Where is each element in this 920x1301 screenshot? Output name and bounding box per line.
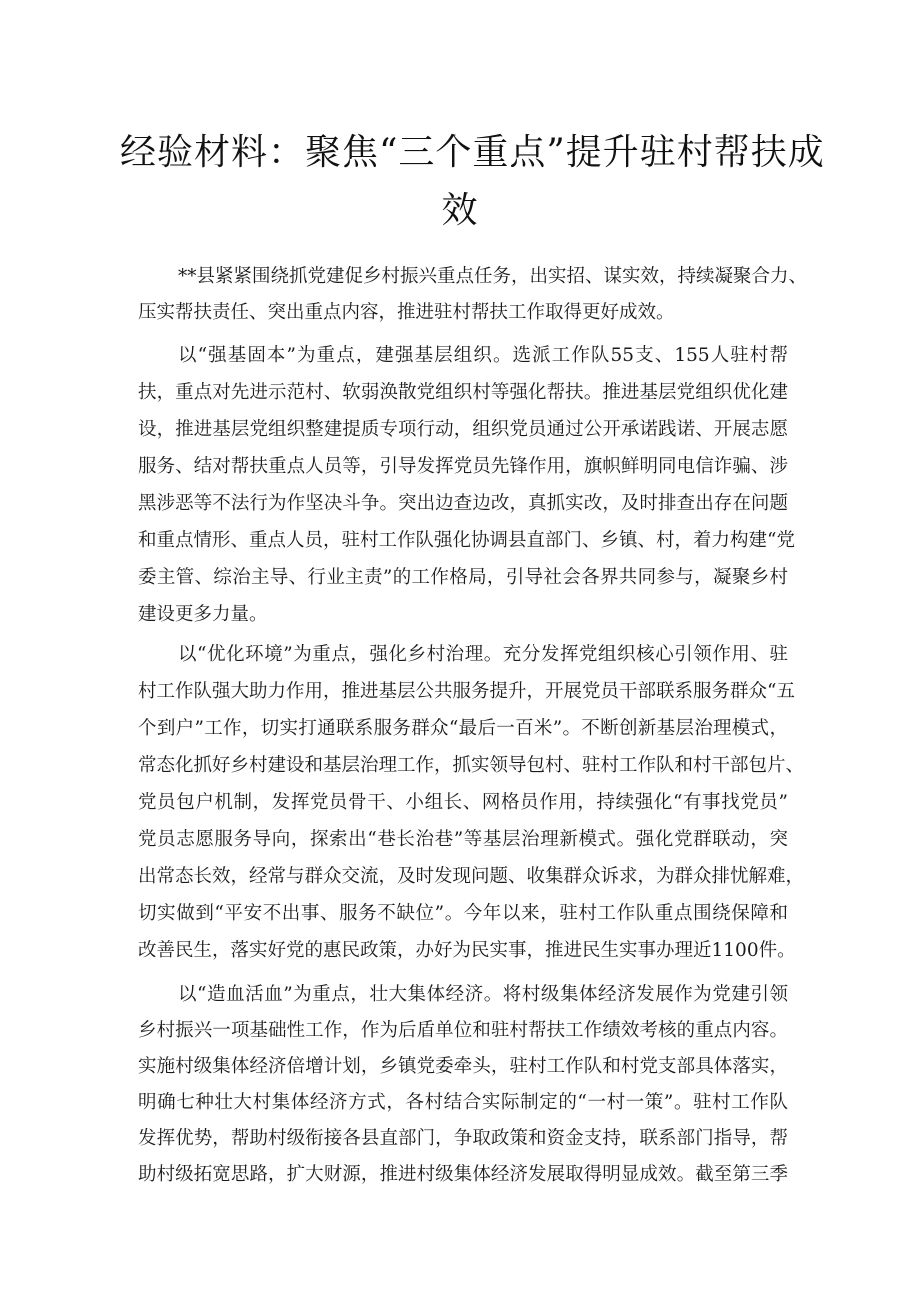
paragraph-3-line-6: 党员志愿服务导向，探索出“巷长治巷”等基层治理新模式。强化党群联动，突 [138, 829, 788, 850]
paragraph-1-line-1: **县紧紧围绕抓党建促乡村振兴重点任务，出实招、谋实效，持续凝聚合力、 [178, 266, 808, 287]
paragraph-2-line-5: 黑涉恶等不法行为作坚决斗争。突出边查边改，真抓实改，及时排查出存在问题 [138, 493, 788, 514]
paragraph-3-line-7: 出常态长效，经常与群众交流，及时发现问题、收集群众诉求，为群众排忧解难， [138, 866, 805, 887]
paragraph-3-line-9: 改善民生，落实好党的惠民政策，办好为民实事，推进民生实事办理近1100件。 [138, 940, 796, 961]
paragraph-4-line-2: 乡村振兴一项基础性工作，作为后盾单位和驻村帮扶工作绩效考核的重点内容。 [138, 1020, 788, 1041]
paragraph-4-line-4: 明确七种壮大村集体经济方式，各村结合实际制定的“一村一策”。驻村工作队 [138, 1092, 788, 1113]
paragraph-2-line-8: 建设更多力量。 [138, 604, 268, 625]
paragraph-3-line-4: 常态化抓好乡村建设和基层治理工作，抓实领导包村、驻村工作队和村干部包片、 [138, 755, 805, 776]
paragraph-4-line-1: 以“造血活血”为重点，壮大集体经济。将村级集体经济发展作为党建引领 [178, 984, 788, 1005]
paragraph-1-line-2: 压实帮扶责任、突出重点内容，推进驻村帮扶工作取得更好成效。 [138, 302, 675, 323]
paragraph-2-line-7: 委主管、综治主导、行业主责”的工作格局，引导社会各界共同参与，凝聚乡村 [138, 567, 788, 588]
paragraph-3-line-8: 切实做到“平安不出事、服务不缺位”。今年以来，驻村工作队重点围绕保障和 [138, 903, 788, 924]
paragraph-2-line-4: 服务、结对帮扶重点人员等，引导发挥党员先锋作用，旗帜鲜明同电信诈骗、涉 [138, 456, 788, 477]
paragraph-2-line-6: 和重点情形、重点人员，驻村工作队强化协调县直部门、乡镇、村，着力构建“党 [138, 530, 795, 551]
document-title-line-1: 经验材料：聚焦“三个重点”提升驻村帮扶成 [120, 132, 825, 173]
paragraph-3-line-3: 个到户”工作，切实打通联系服务群众“最后一百米”。不断创新基层治理模式， [138, 718, 788, 739]
paragraph-3-line-1: 以“优化环境”为重点，强化乡村治理。充分发挥党组织核心引领作用、驻 [178, 644, 788, 665]
paragraph-2-line-1: 以“强基固本”为重点，建强基层组织。选派工作队55支、155人驻村帮 [178, 345, 788, 366]
paragraph-4-line-5: 发挥优势，帮助村级衔接各县直部门，争取政策和资金支持，联系部门指导，帮 [138, 1128, 788, 1149]
paragraph-2-line-3: 设，推进基层党组织整建提质专项行动，组织党员通过公开承诺践诺、开展志愿 [138, 419, 788, 440]
paragraph-3-line-2: 村工作队强大助力作用，推进基层公共服务提升，开展党员干部联系服务群众“五 [138, 681, 795, 702]
paragraph-3-line-5: 党员包户机制，发挥党员骨干、小组长、网格员作用，持续强化“有事找党员” [138, 792, 788, 813]
document-title-line-2: 效 [441, 190, 479, 231]
paragraph-4-line-3: 实施村级集体经济倍增计划，乡镇党委牵头，驻村工作队和村党支部具体落实， [138, 1056, 788, 1077]
paragraph-4-line-6: 助村级拓宽思路，扩大财源，推进村级集体经济发展取得明显成效。截至第三季 [138, 1164, 788, 1185]
paragraph-2-line-2: 扶，重点对先进示范村、软弱涣散党组织村等强化帮扶。推进基层党组织优化建 [138, 382, 788, 403]
